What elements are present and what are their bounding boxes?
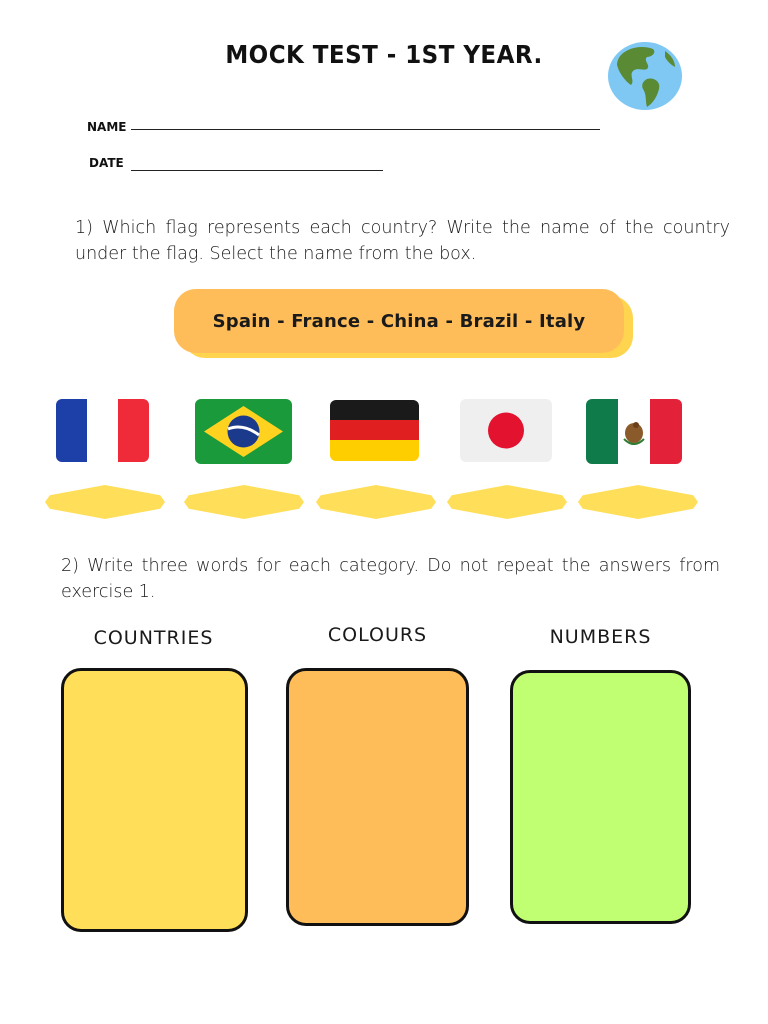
countries-answer-box[interactable] xyxy=(61,668,248,932)
brazil-flag-icon xyxy=(195,399,292,464)
answer-blank-5[interactable] xyxy=(578,485,698,519)
date-field[interactable] xyxy=(131,170,383,171)
answer-blank-2[interactable] xyxy=(184,485,304,519)
word-box: Spain - France - China - Brazil - Italy xyxy=(174,289,624,353)
page-title: MOCK TEST - 1ST YEAR. xyxy=(225,40,543,69)
name-field[interactable] xyxy=(131,129,600,130)
category-label-colours: COLOURS xyxy=(327,624,428,646)
answer-blank-4[interactable] xyxy=(447,485,567,519)
mexico-flag-icon xyxy=(586,399,682,464)
category-label-countries: COUNTRIES xyxy=(93,627,214,649)
france-flag-icon xyxy=(56,399,149,462)
name-label: NAME xyxy=(87,120,127,134)
answer-blank-1[interactable] xyxy=(45,485,165,519)
answer-blank-3[interactable] xyxy=(316,485,436,519)
exercise-1-instruction: 1) Which flag represents each country? Write the name of the country under the flag. Select the name from the box. xyxy=(75,218,730,264)
globe-icon xyxy=(607,41,683,111)
japan-flag-icon xyxy=(460,399,552,462)
germany-flag-icon xyxy=(330,400,419,461)
date-label: DATE xyxy=(89,156,124,170)
colours-answer-box[interactable] xyxy=(286,668,469,926)
numbers-answer-box[interactable] xyxy=(510,670,691,924)
category-label-numbers: NUMBERS xyxy=(549,626,652,648)
exercise-2-instruction: 2) Write three words for each category. Do not repeat the answers from exercise 1. xyxy=(61,556,720,602)
